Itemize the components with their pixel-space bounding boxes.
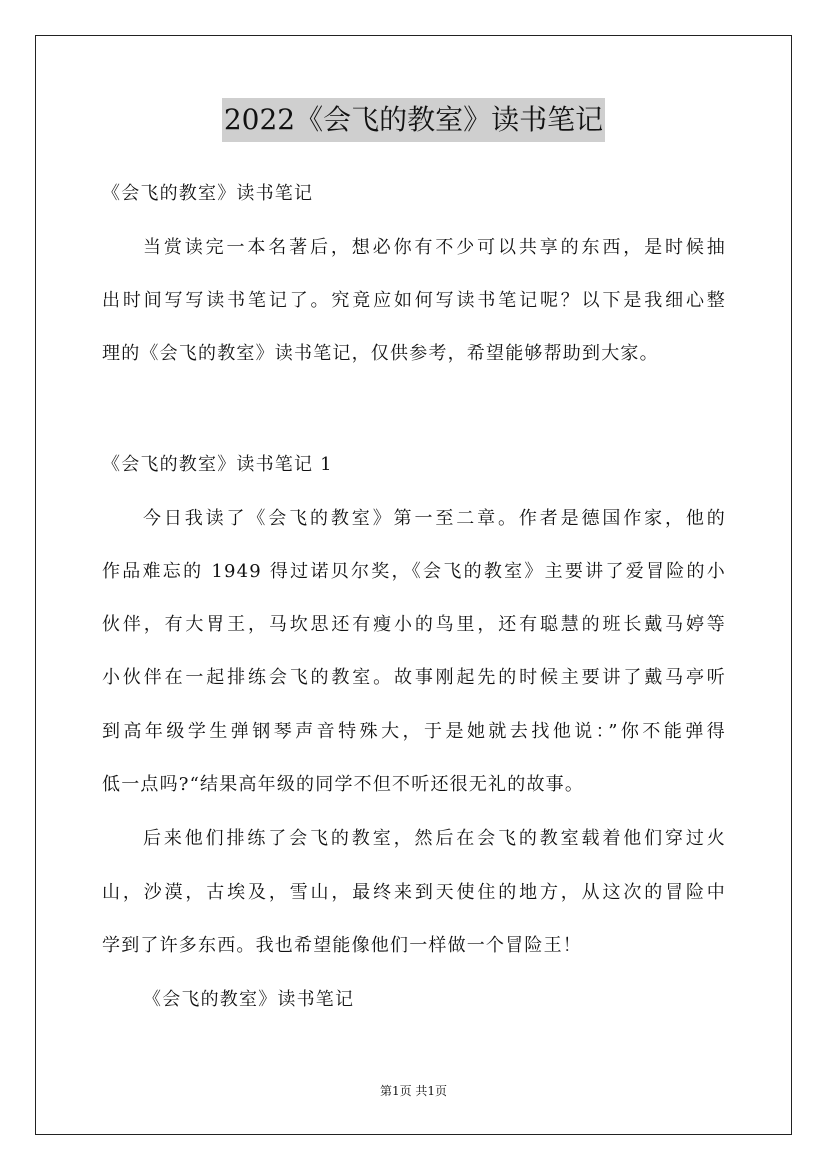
section-heading-intro: 《会飞的教室》读书笔记 [102, 183, 314, 204]
document-title: 2022《会飞的教室》读书笔记 [222, 98, 605, 142]
note1-paragraph2-line-2: 山，沙漠，古埃及，雪山，最终来到天使住的地方，从这次的冒险中 [102, 882, 726, 903]
note1-paragraph1-line-3: 伙伴，有大胃王，马坎思还有瘦小的鸟里，还有聪慧的班长戴马婷等 [102, 614, 726, 635]
note1-paragraph2-line-1: 后来他们排练了会飞的教室，然后在会飞的教室载着他们穿过火 [143, 828, 726, 849]
note1-paragraph1-line-6: 低一点吗?“结果高年级的同学不但不听还很无礼的故事。 [102, 774, 585, 795]
intro-paragraph-line-1: 当赏读完一本名著后，想必你有不少可以共享的东西，是时候抽 [143, 237, 726, 258]
intro-paragraph-line-2: 出时间写写读书笔记了。究竟应如何写读书笔记呢？以下是我细心整 [102, 290, 726, 311]
intro-paragraph-line-3: 理的《会飞的教室》读书笔记，仅供参考，希望能够帮助到大家。 [102, 343, 659, 364]
note1-paragraph1-line-4: 小伙伴在一起排练会飞的教室。故事刚起先的时候主要讲了戴马亭听 [102, 667, 726, 688]
section-heading-note-1: 《会飞的教室》读书笔记 1 [102, 454, 333, 475]
note1-paragraph1-line-2: 作品难忘的 1949 得过诺贝尔奖，《会飞的教室》主要讲了爱冒险的小 [102, 561, 726, 582]
page-footer: 第1页 共1页 [379, 1084, 448, 1098]
note1-paragraph1-line-5: 到高年级学生弹钢琴声音特殊大，于是她就去找他说：”你不能弹得 [102, 721, 726, 742]
note1-paragraph1-line-1: 今日我读了《会飞的教室》第一至二章。作者是德国作家，他的 [143, 508, 726, 529]
document-title-wrap [0, 98, 827, 142]
note1-paragraph2-line-3: 学到了许多东西。我也希望能像他们一样做一个冒险王！ [102, 935, 582, 956]
trailing-heading: 《会飞的教室》读书笔记 [143, 989, 355, 1010]
